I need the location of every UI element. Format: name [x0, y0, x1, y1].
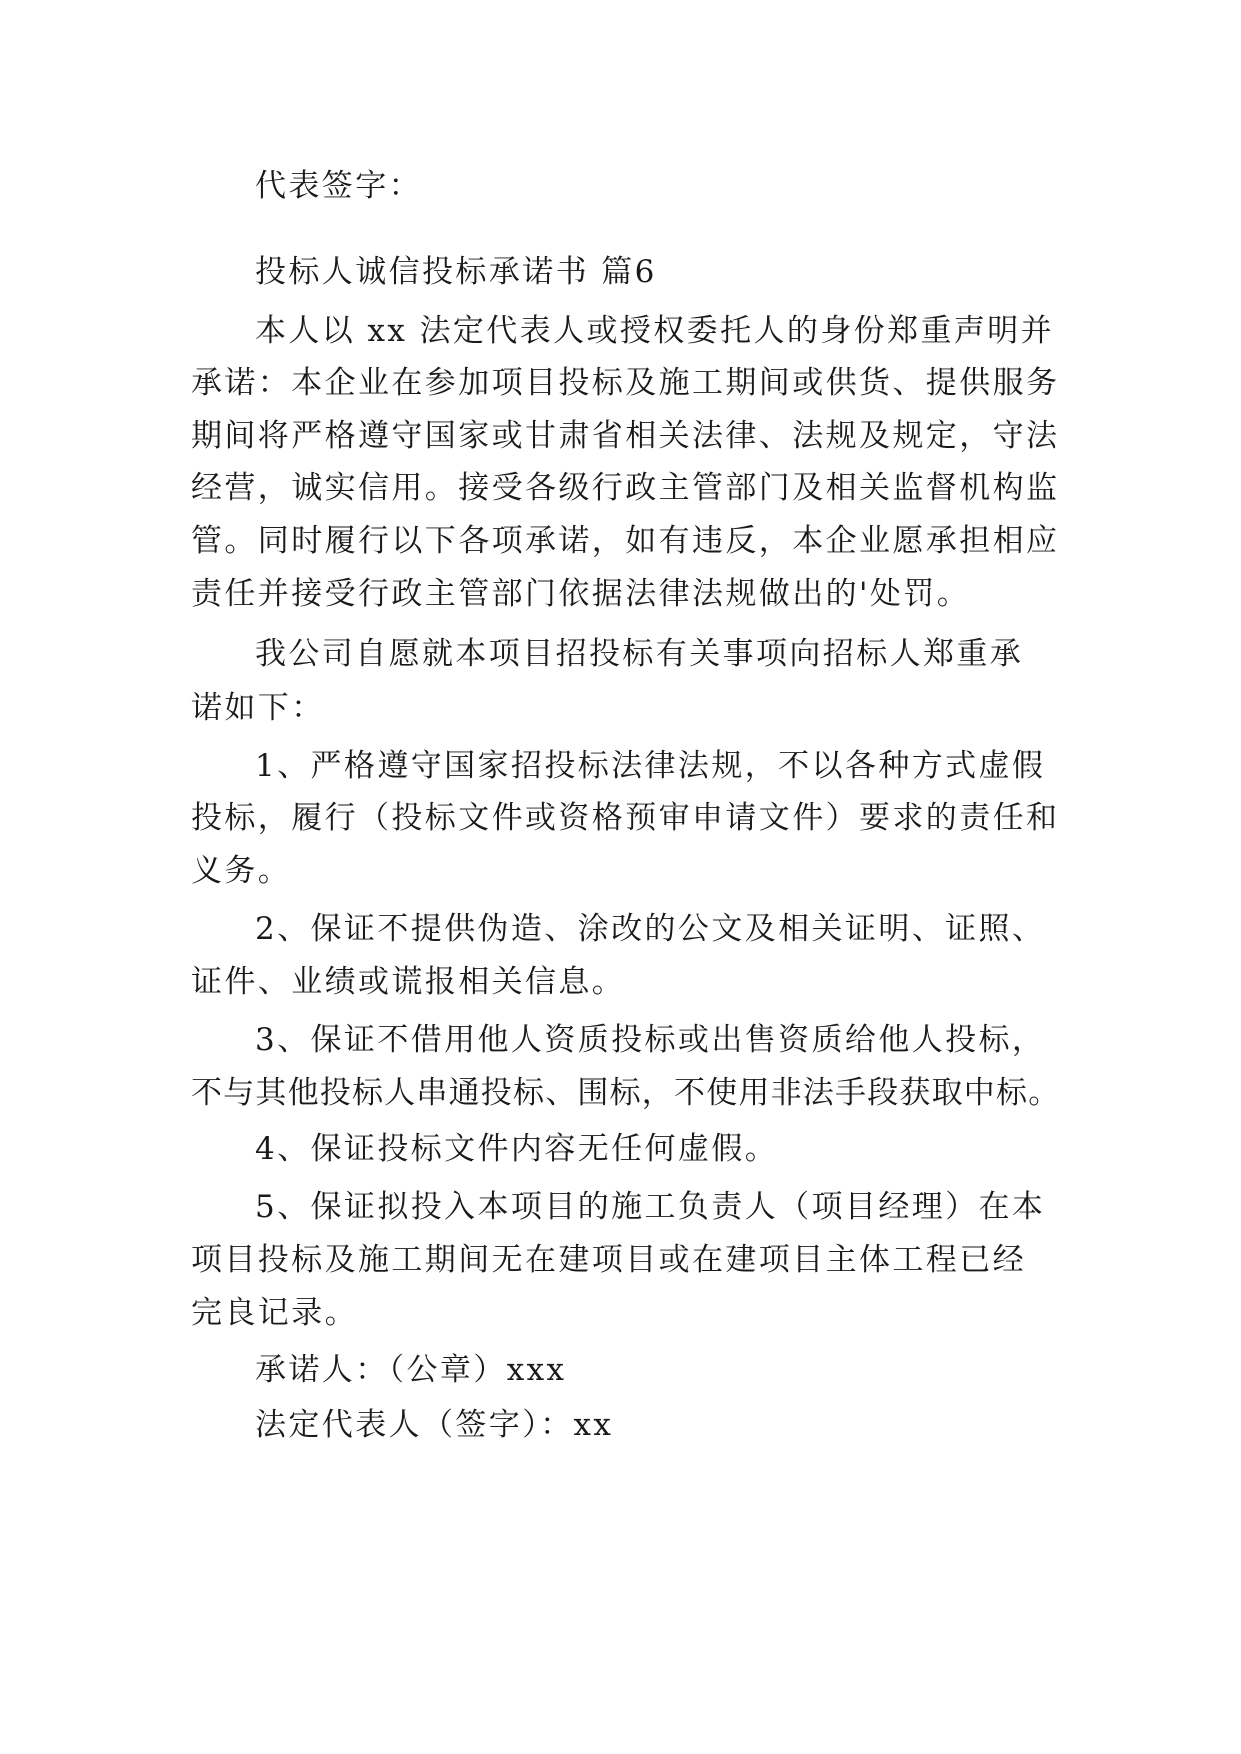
paragraph-line: 责任并接受行政主管部门依据法律法规做出的'处罚。	[191, 576, 971, 612]
paragraph-line: 义务。	[191, 853, 292, 889]
paragraph-line: 1、严格遵守国家招投标法律法规，不以各种方式虚假	[255, 748, 1046, 784]
paragraph-line: 不与其他投标人串通投标、围标，不使用非法手段获取中标。	[191, 1075, 1061, 1111]
paragraph-line: 投标，履行（投标文件或资格预审申请文件）要求的责任和	[191, 800, 1060, 836]
paragraph-line: 经营，诚实信用。接受各级行政主管部门及相关监督机构监	[191, 470, 1060, 506]
paragraph-line: 5、保证拟投入本项目的施工负责人（项目经理）在本	[255, 1189, 1046, 1225]
paragraph-line: 我公司自愿就本项目招投标有关事项向招标人郑重承	[255, 636, 1024, 672]
paragraph-line: 项目投标及施工期间无在建项目或在建项目主体工程已经	[191, 1242, 1026, 1278]
paragraph-line: 诺如下：	[191, 690, 325, 726]
rep-signature-line: 代表签字：	[255, 168, 422, 204]
paragraph-line: 3、保证不借用他人资质投标或出售资质给他人投标，	[255, 1022, 1046, 1058]
legal-rep-line: 法定代表人（签字）：xx	[255, 1407, 614, 1443]
paragraph-line: 2、保证不提供伪造、涂改的公文及相关证明、证照、	[255, 911, 1046, 947]
paragraph-line: 期间将严格遵守国家或甘肃省相关法律、法规及规定，守法	[191, 418, 1060, 454]
paragraph-line: 证件、业绩或谎报相关信息。	[191, 964, 626, 1000]
paragraph-line: 管。同时履行以下各项承诺，如有违反，本企业愿承担相应	[191, 523, 1060, 559]
paragraph-line: 完良记录。	[191, 1295, 358, 1331]
paragraph-line: 本人以 xx 法定代表人或授权委托人的身份郑重声明并	[255, 313, 1055, 349]
promisor-line: 承诺人：（公章）xxx	[255, 1352, 567, 1388]
paragraph-line: 4、保证投标文件内容无任何虚假。	[255, 1131, 779, 1167]
paragraph-line: 承诺：本企业在参加项目投标及施工期间或供货、提供服务	[191, 365, 1060, 401]
section-heading: 投标人诚信投标承诺书 篇6	[255, 254, 657, 290]
